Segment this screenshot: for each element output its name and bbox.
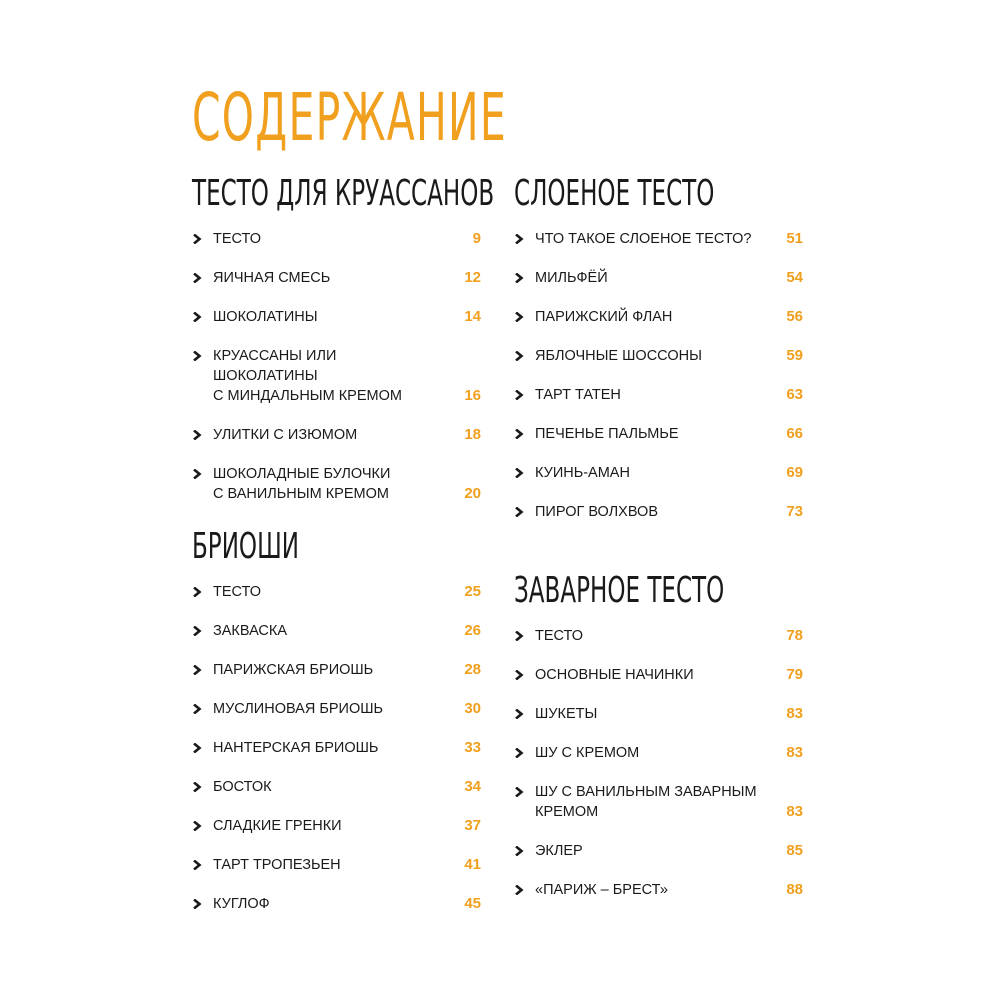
toc-item-label: ПИРОГ ВОЛХВОВ — [535, 504, 658, 520]
chevron-right-icon — [514, 709, 524, 719]
chevron-right-icon — [514, 351, 524, 361]
toc-list — [192, 229, 481, 504]
toc-item[interactable] — [192, 307, 481, 327]
toc-item[interactable] — [514, 502, 803, 522]
chevron-right-icon — [192, 273, 202, 283]
toc-item[interactable] — [514, 346, 803, 366]
toc-item[interactable] — [192, 229, 481, 249]
toc-list — [514, 626, 803, 900]
toc-page-number: 16 — [464, 387, 481, 404]
toc-item[interactable] — [192, 268, 481, 288]
toc-item-label: ЯБЛОЧНЫЕ ШОССОНЫ — [535, 348, 702, 364]
toc-item-label: МУСЛИНОВАЯ БРИОШЬ — [213, 701, 384, 717]
toc-item[interactable] — [192, 816, 481, 836]
toc-page-number: 34 — [464, 778, 481, 795]
toc-item[interactable] — [192, 738, 481, 758]
chevron-right-icon — [514, 885, 524, 895]
toc-item[interactable] — [192, 660, 481, 680]
toc-item[interactable] — [514, 229, 803, 249]
toc-item[interactable] — [514, 782, 803, 822]
toc-item-label: ПЕЧЕНЬЕ ПАЛЬМЬЕ — [535, 426, 679, 442]
toc-item-label-line1: КРУАССАНЫ ИЛИ ШОКОЛАТИНЫ — [213, 348, 337, 384]
toc-page-number: 73 — [786, 503, 803, 520]
chevron-right-icon — [192, 743, 202, 753]
toc-item-label: КУГЛОФ — [213, 896, 270, 912]
chevron-right-icon — [192, 665, 202, 675]
toc-item-label-line2: С МИНДАЛЬНЫМ КРЕМОМ — [213, 388, 402, 404]
chevron-right-icon — [514, 787, 524, 797]
chevron-right-icon — [192, 234, 202, 244]
toc-page-number: 83 — [786, 705, 803, 722]
toc-page-number: 25 — [464, 583, 481, 600]
toc-item[interactable] — [192, 621, 481, 641]
chevron-right-icon — [514, 468, 524, 478]
chevron-right-icon — [514, 234, 524, 244]
toc-page-number: 85 — [786, 842, 803, 859]
toc-page-number: 14 — [464, 308, 481, 325]
toc-item-label: ТЕСТО — [213, 231, 262, 247]
toc-item[interactable] — [514, 424, 803, 444]
toc-page-number: 18 — [464, 426, 481, 443]
section-choux-pastry — [514, 571, 803, 919]
chevron-right-icon — [192, 821, 202, 831]
toc-item[interactable] — [514, 841, 803, 861]
toc-item[interactable] — [192, 894, 481, 914]
toc-list — [514, 229, 803, 522]
toc-page-number: 83 — [786, 744, 803, 761]
toc-item[interactable] — [192, 855, 481, 875]
section-title: ЗАВАРНОЕ ТЕСТО — [514, 570, 725, 611]
toc-item-label-line2: С ВАНИЛЬНЫМ КРЕМОМ — [213, 486, 389, 502]
toc-item-label: НАНТЕРСКАЯ БРИОШЬ — [213, 740, 379, 756]
toc-item[interactable] — [514, 743, 803, 763]
toc-item-label: ОСНОВНЫЕ НАЧИНКИ — [535, 667, 694, 683]
section-title: ТЕСТО ДЛЯ КРУАССАНОВ — [192, 173, 495, 214]
chevron-right-icon — [192, 351, 202, 361]
toc-item-label: ЧТО ТАКОЕ СЛОЕНОЕ ТЕСТО? — [535, 231, 752, 247]
toc-item-label: ТАРТ ТАТЕН — [535, 387, 621, 403]
chevron-right-icon — [514, 390, 524, 400]
section-title: БРИОШИ — [192, 526, 299, 567]
toc-item[interactable] — [192, 346, 481, 406]
toc-page-number: 26 — [464, 622, 481, 639]
page-title: СОДЕРЖАНИЕ — [192, 79, 507, 156]
toc-item-label: БОСТОК — [213, 779, 272, 795]
toc-page-number: 37 — [464, 817, 481, 834]
chevron-right-icon — [514, 312, 524, 322]
toc-item-label: СЛАДКИЕ ГРЕНКИ — [213, 818, 342, 834]
chevron-right-icon — [514, 429, 524, 439]
toc-item[interactable] — [514, 268, 803, 288]
chevron-right-icon — [192, 469, 202, 479]
chevron-right-icon — [514, 748, 524, 758]
chevron-right-icon — [192, 587, 202, 597]
toc-item-label: ТЕСТО — [213, 584, 262, 600]
toc-page-number: 69 — [786, 464, 803, 481]
toc-item-label: ШОКОЛАТИНЫ — [213, 309, 318, 325]
chevron-right-icon — [514, 507, 524, 517]
toc-page-number: 83 — [786, 803, 803, 820]
toc-item-label: ЭКЛЕР — [535, 843, 583, 859]
toc-item-label-line1: ШОКОЛАДНЫЕ БУЛОЧКИ — [213, 466, 391, 482]
toc-item[interactable] — [192, 464, 481, 504]
toc-item-label: ТАРТ ТРОПЕЗЬЕН — [213, 857, 341, 873]
toc-page-number: 33 — [464, 739, 481, 756]
toc-item[interactable] — [192, 777, 481, 797]
chevron-right-icon — [514, 846, 524, 856]
toc-page-number: 79 — [786, 666, 803, 683]
toc-page-number: 88 — [786, 881, 803, 898]
chevron-right-icon — [192, 782, 202, 792]
toc-item-label: УЛИТКИ С ИЗЮМОМ — [213, 427, 358, 443]
toc-item-label: ШУ С КРЕМОМ — [535, 745, 640, 761]
toc-item-label: ТЕСТО — [535, 628, 584, 644]
toc-page-number: 9 — [472, 230, 481, 247]
toc-item[interactable] — [192, 582, 481, 602]
toc-item-label: КУИНЬ-АМАН — [535, 465, 630, 481]
chevron-right-icon — [192, 704, 202, 714]
toc-page-number: 63 — [786, 386, 803, 403]
toc-item-label-line2: КРЕМОМ — [535, 804, 599, 820]
toc-page-number: 28 — [464, 661, 481, 678]
section-title: СЛОЕНОЕ ТЕСТО — [514, 173, 715, 214]
toc-item[interactable] — [514, 665, 803, 685]
toc-page-number: 51 — [786, 230, 803, 247]
chevron-right-icon — [514, 631, 524, 641]
toc-page-number: 12 — [464, 269, 481, 286]
section-croissant-dough — [192, 173, 495, 523]
toc-item-label: «ПАРИЖ – БРЕСТ» — [535, 882, 668, 898]
toc-item[interactable] — [514, 880, 803, 900]
toc-item[interactable] — [192, 425, 481, 445]
chevron-right-icon — [192, 860, 202, 870]
section-brioche — [192, 527, 481, 933]
chevron-right-icon — [192, 626, 202, 636]
toc-item[interactable] — [514, 307, 803, 327]
chevron-right-icon — [514, 273, 524, 283]
toc-page-number: 66 — [786, 425, 803, 442]
toc-item[interactable] — [514, 463, 803, 483]
toc-page-number: 56 — [786, 308, 803, 325]
toc-item-label: МИЛЬФЁЙ — [535, 270, 608, 286]
toc-page-number: 20 — [464, 485, 481, 502]
toc-item-label: ЗАКВАСКА — [213, 623, 288, 639]
toc-page-number: 59 — [786, 347, 803, 364]
toc-item-label: ПАРИЖСКИЙ ФЛАН — [535, 309, 673, 325]
toc-item[interactable] — [192, 699, 481, 719]
toc-page-number: 54 — [786, 269, 803, 286]
toc-item-label: ЯИЧНАЯ СМЕСЬ — [213, 270, 331, 286]
chevron-right-icon — [514, 670, 524, 680]
toc-page-number: 78 — [786, 627, 803, 644]
toc-list — [192, 582, 481, 914]
chevron-right-icon — [192, 899, 202, 909]
toc-page-number: 41 — [464, 856, 481, 873]
section-puff-pastry — [514, 174, 803, 541]
chevron-right-icon — [192, 430, 202, 440]
toc-item[interactable] — [514, 385, 803, 405]
chevron-right-icon — [192, 312, 202, 322]
toc-page-number: 45 — [464, 895, 481, 912]
toc-page-number: 30 — [464, 700, 481, 717]
toc-item-label-line1: ШУ С ВАНИЛЬНЫМ ЗАВАРНЫМ — [535, 784, 757, 800]
toc-item-label: ШУКЕТЫ — [535, 706, 598, 722]
toc-item[interactable] — [514, 626, 803, 646]
toc-item[interactable] — [514, 704, 803, 724]
toc-item-label: ПАРИЖСКАЯ БРИОШЬ — [213, 662, 374, 678]
